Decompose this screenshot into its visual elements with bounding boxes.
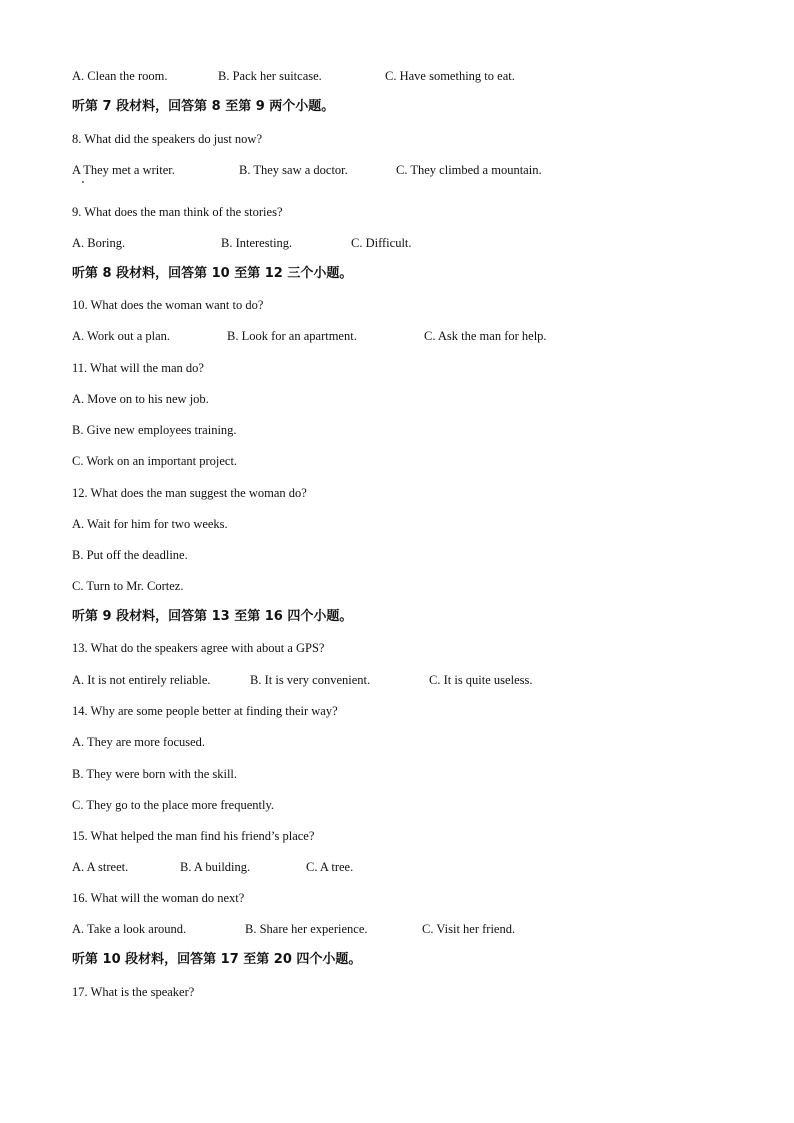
- question-text: 11. What will the man do?: [72, 361, 204, 375]
- option-a: A. Boring.: [72, 236, 126, 250]
- option-c: C. They climbed a mountain.: [396, 163, 542, 177]
- section-heading: 听第 7 段材料，回答第 8 至第 9 两个小题。: [72, 99, 335, 114]
- question-text: 13. What do the speakers agree with about a GPS?: [72, 641, 325, 655]
- option-line: B. They were born with the skill.: [72, 767, 238, 781]
- question-text: 12. What does the man suggest the woman do?: [72, 486, 307, 500]
- option-a: A. Clean the room.: [72, 69, 168, 83]
- option-b: B. Share her experience.: [245, 922, 368, 936]
- option-line: B. Put off the deadline.: [72, 548, 188, 562]
- option-c: C. Ask the man for help.: [424, 329, 547, 343]
- question-text: 9. What does the man think of the stories?: [72, 205, 283, 219]
- section-heading: 听第 10 段材料，回答第 17 至第 20 四个小题。: [72, 952, 362, 967]
- option-b: B. It is very convenient.: [250, 673, 371, 687]
- option-line: C. Work on an important project.: [72, 454, 238, 468]
- question-text: 10. What does the woman want to do?: [72, 298, 264, 312]
- section-heading: 听第 9 段材料，回答第 13 至第 16 四个小题。: [72, 609, 353, 624]
- option-c: C. Visit her friend.: [422, 922, 516, 936]
- option-line: A. Wait for him for two weeks.: [72, 517, 228, 531]
- question-text: 14. Why are some people better at finding their way?: [72, 704, 338, 718]
- option-line: C. They go to the place more frequently.: [72, 798, 275, 812]
- option-a: A. A street.: [72, 860, 129, 874]
- question-text: 15. What helped the man find his friend’s place?: [72, 829, 315, 843]
- option-b: B. Interesting.: [221, 236, 293, 250]
- option-c: C. A tree.: [306, 860, 354, 874]
- option-c: C. Difficult.: [351, 236, 412, 250]
- section-heading: 听第 8 段材料，回答第 10 至第 12 三个小题。: [72, 266, 353, 281]
- option-c: C. It is quite useless.: [429, 673, 533, 687]
- question-text: 16. What will the woman do next?: [72, 891, 245, 905]
- option-line: B. Give new employees training.: [72, 423, 237, 437]
- option-b: B. They saw a doctor.: [239, 163, 348, 177]
- option-a: A. Work out a plan.: [72, 329, 171, 343]
- option-b: B. Pack her suitcase.: [218, 69, 322, 83]
- option-c: C. Have something to eat.: [385, 69, 515, 83]
- option-line: A. They are more focused.: [72, 735, 206, 749]
- option-b: B. A building.: [180, 860, 251, 874]
- option-line: C. Turn to Mr. Cortez.: [72, 579, 184, 593]
- option-b: B. Look for an apartment.: [227, 329, 357, 343]
- option-a: A. It is not entirely reliable.: [72, 673, 211, 687]
- option-a: A They met a writer.: [72, 163, 175, 177]
- stray-mark: [82, 181, 84, 183]
- option-line: A. Move on to his new job.: [72, 392, 209, 406]
- option-a: A. Take a look around.: [72, 922, 187, 936]
- question-text: 8. What did the speakers do just now?: [72, 132, 263, 146]
- question-text: 17. What is the speaker?: [72, 985, 195, 999]
